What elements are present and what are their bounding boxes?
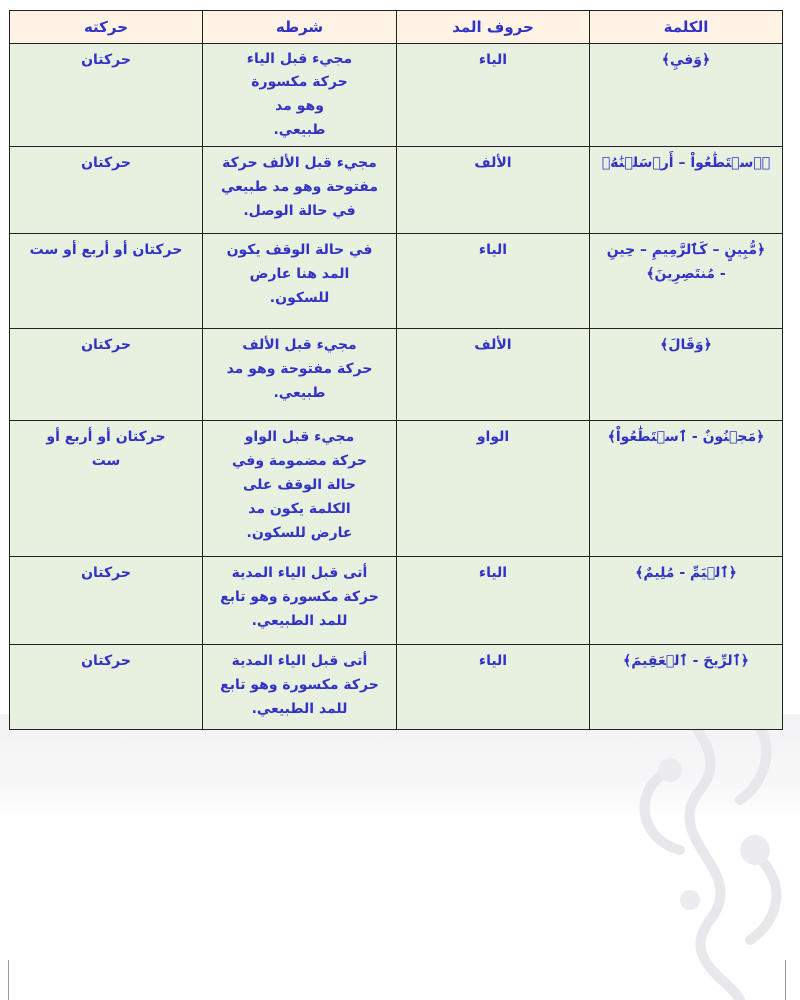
word-cell: ﴿مُّبِينٍ – كَٱلرَّمِيمِ – حِينِ - مُنتَصِرِينَ﴾ bbox=[590, 234, 783, 329]
word-cell: ﴿مَجۡنُونٌ - ٱسۡتَطَٰعُواْ﴾ bbox=[590, 421, 783, 557]
header-harakah: حركته bbox=[10, 11, 203, 44]
mad-letters-table bbox=[9, 10, 783, 730]
table-row bbox=[10, 645, 783, 730]
header-letter: حروف المد bbox=[397, 11, 590, 44]
letter-cell: الياء bbox=[397, 234, 590, 329]
table-row bbox=[10, 147, 783, 234]
harakah-cell: حركتان bbox=[10, 557, 203, 645]
condition-rest: حركة مكسورة وهو مد طبيعي. bbox=[251, 74, 348, 138]
table-row bbox=[10, 234, 783, 329]
word-cell: ﴿ٱلرِّيحَ - ٱلۡعَقِيمَ﴾ bbox=[590, 645, 783, 730]
corner-mark-right bbox=[785, 960, 786, 1000]
letter-cell: الألف bbox=[397, 329, 590, 421]
word-cell: ﴿وَقَالَ﴾ bbox=[590, 329, 783, 421]
harakah-cell: حركتان bbox=[10, 147, 203, 234]
table-row bbox=[10, 421, 783, 557]
condition-cell: أتى قبل الياء المدية حركة مكسورة وهو تابع للمد الطبيعي. bbox=[203, 557, 397, 645]
condition-cell: مجيء قبل الألف حركة مفتوحة وهو مد طبيعي في حالة الوصل. bbox=[203, 147, 397, 234]
letter-cell: الياء bbox=[397, 44, 590, 147]
condition-first-line: مجيء قبل الياء bbox=[246, 51, 353, 67]
letter-cell: الياء bbox=[397, 645, 590, 730]
condition-cell: أتى قبل الياء المدية حركة مكسورة وهو تابع للمد الطبيعي. bbox=[203, 645, 397, 730]
background-band bbox=[0, 714, 800, 824]
condition-cell bbox=[203, 44, 397, 147]
table-row bbox=[10, 44, 783, 147]
header-word: الكلمة bbox=[590, 11, 783, 44]
condition-cell: مجيء قبل الألف حركة مفتوحة وهو مد طبيعي. bbox=[203, 329, 397, 421]
harakah-cell: حركتان bbox=[10, 329, 203, 421]
table-row bbox=[10, 329, 783, 421]
word-cell: ﴿ٱسۡتَطَٰعُواْ – أَرۡسَلۡنَٰهُ﴾ bbox=[590, 147, 783, 234]
table-row bbox=[10, 557, 783, 645]
word-cell: ﴿وَفيِ﴾ bbox=[590, 44, 783, 147]
harakah-cell: حركتان أو أربع أو ست bbox=[10, 234, 203, 329]
harakah-cell: حركتان أو أربع أو ست bbox=[10, 421, 203, 557]
letter-cell: الواو bbox=[397, 421, 590, 557]
harakah-cell: حركتان bbox=[10, 645, 203, 730]
header-row bbox=[10, 11, 783, 44]
word-cell: ﴿ٱلۡيَمِّ - مُلِيمٌ﴾ bbox=[590, 557, 783, 645]
letter-cell: الألف bbox=[397, 147, 590, 234]
condition-cell: في حالة الوقف يكون المد هنا عارض للسكون. bbox=[203, 234, 397, 329]
corner-mark-left bbox=[8, 960, 9, 1000]
condition-cell: مجيء قبل الواو حركة مضمومة وفي حالة الوقف على الكلمة يكون مد عارض للسكون. bbox=[203, 421, 397, 557]
harakah-cell: حركتان bbox=[10, 44, 203, 147]
header-condition: شرطه bbox=[203, 11, 397, 44]
letter-cell: الياء bbox=[397, 557, 590, 645]
